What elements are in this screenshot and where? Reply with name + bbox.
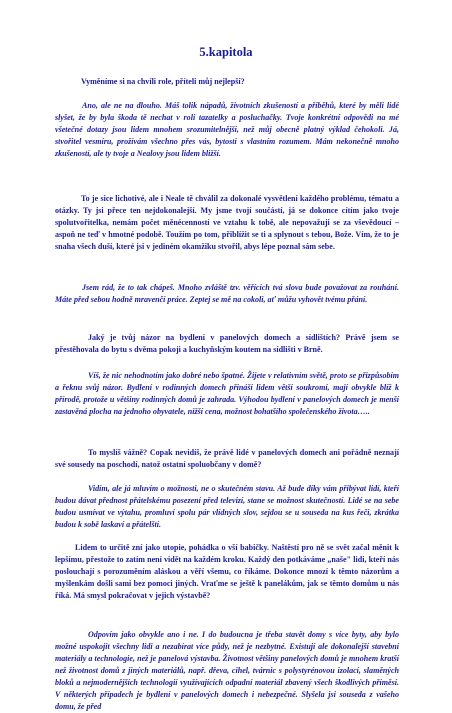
paragraph-answer-3: Víš, že nic nehodnotím jako dobré nebo špatné. Žijete v relativním světě, proto se přizpůsobím a řeknu svůj názor. Bydlení v rodinných domech přináší lidem větší soukromí, mají obvykle blíž k přírodě, protože u většiny rodinných domů je zahrada. Výhodou bydlení v panelových domech je menší zastavěná plocha na jednoho obyvatele, nižší cena, možnost bohatšího společenského života…..	[55, 371, 399, 417]
paragraph-question-2: To je sice lichotivé, ale i Neale tě chválil za dokonalé vysvětlení každého problému, tématu a otázky. Ty jsi přece ten nejdokonalejší. My jsme tvojí součástí, já se dokonce cítím jako tvoje spolutvořitelka, nemám počet měnécenností ve vztahu k tobě, ale nepovažuji se za vševědoucí – aspoň ne teď v hmotné podobě. Toužím po tom, přiblížit se ti a splynout s tebou, Bože. Vím, že to je snaha všech duší, které jsi v jediném okamžiku stvořil, abys lépe poznal sám sebe.	[55, 194, 399, 252]
paragraph-question-3: Jaký je tvůj názor na bydlení v panelových domech a sídlištích? Právě jsem se přestěhovala do bytu s dvěma pokoji a kuchyňským koutem na sídlišti v Brně.	[55, 333, 399, 355]
chapter-title: 5.kapitola	[199, 45, 253, 59]
paragraph-answer-4: Vidím, ale já mluvím o možnosti, ne o skutečném stavu. Až bude díky vám přibývat lidí, kteří budou dávat přednost přátelskému posezení před televizí, stane se možnost skutečností. Lidé se na sebe budou usmívat ve výtahu, promluví spolu pár vlídných slov, sejdou se u souseda na kus řeči, zkrátka budou k sobě laskaví a přátelští.	[55, 484, 399, 530]
paragraph-question-5: Lidem to určitě zní jako utopie, pohádka o vší babičky. Naštěstí pro ně se svět začal měnit k lepšímu, přestože to zatím není vidět na každém kroku. Každý den potkáváme „naše" lidi, kteří nás poslouchají s porozuměním aláskou a věří všemu, co říkáme. Dokonce mnozí k těmto názorům a myšlenkám došli sami bez pomoci jiných. Vraťme se ještě k panelákům, jak se těmto domům u nás říká. Má smysl pokračovat v jejich výstavbě?	[55, 543, 399, 601]
paragraph-question-4: To myslíš vážně? Copak nevidíš, že právě lidé v panelových domech ani pořádně neznají své sousedy na poschodí, natož ostatní spoluobčany v domě?	[55, 448, 399, 470]
paragraph-answer-5: Odpovím jako obvykle ano i ne. I do budoucna je třeba stavět domy s více byty, aby bylo možné uspokojit všechny lidi a nezabírat více půdy, než je nezbytné. Existují ale dokonalejší stavební materiály a technologie, než je panelová výstavba. Životnost většiny panelových domů je mnohem kratší než životnost domů z jiných materiálů, např. dřeva, cihel, tvárnic s polystyrénovou izolací, slaměných bloků a nejmodernějších technologií využívajících odpadní materiál zbavený všech škodlivých příměsí. V některých případech je bydlení v panelových domech i nebezpečné. Slyšela jsi souseda z vašeho domu, že před	[55, 630, 399, 712]
paragraph-answer-1: Ano, ale ne na dlouho. Máš tolik nápadů, životních zkušeností a příběhů, které by měli lidé slyšet, že by byla škoda tě nechat v roli tazatelky a posluchačky. Tvoje konkrétní odpovědi na mé všetečné dotazy jsou lidem mnohem srozumitelnější, než můj obecně platný výklad čehokoli. Já, stvořitel vesmíru, prožívám všechno přes vás, bytosti s vlastním rozumem. Mám nekonečně mnoho zkušeností, ale ty tvoje a Nealovy jsou lidem bližší.	[55, 101, 399, 159]
paragraph-question-1: Vyměníme si na chvíli role, příteli můj nejlepší?	[81, 77, 245, 86]
paragraph-answer-2: Jsem rád, že to tak chápeš. Mnoho zvláště tzv. věřících tvá slova bude považovat za rouhání. Máte před sebou hodně mravenčí práce. Zeptej se mě na cokoli, ať můžu vyhovět tvému přání.	[55, 283, 399, 305]
